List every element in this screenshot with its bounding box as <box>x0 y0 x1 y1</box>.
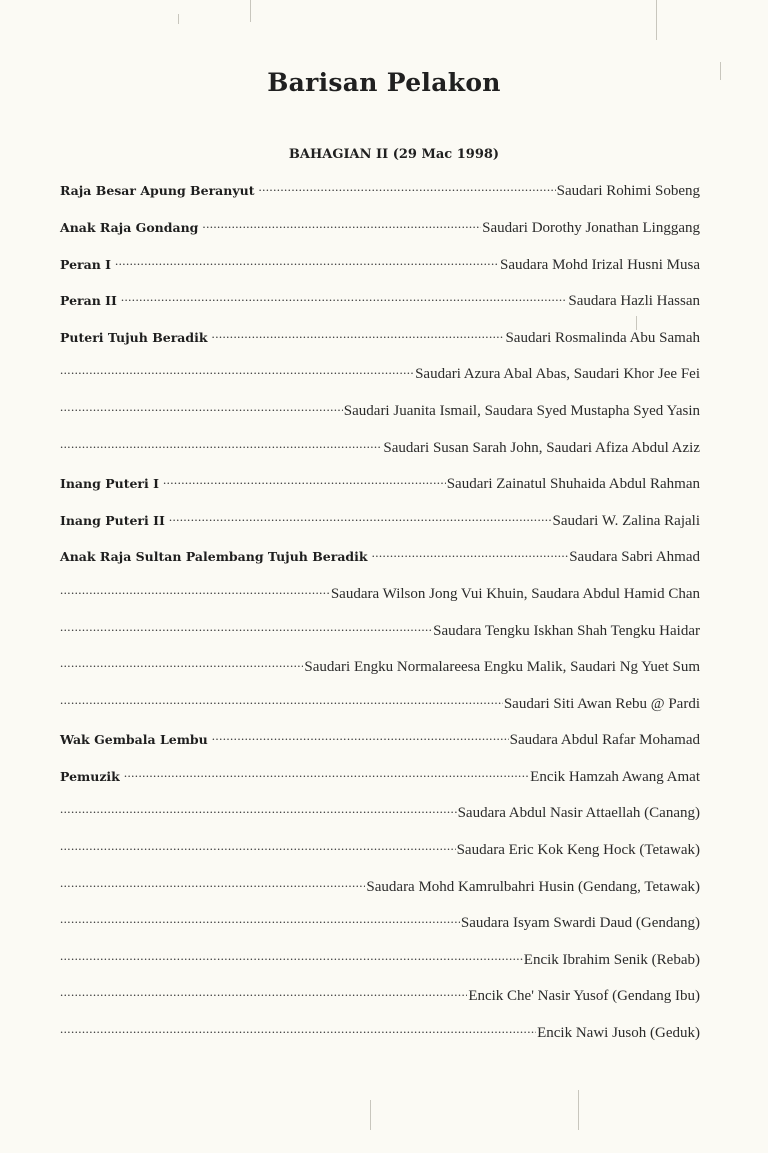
cast-row <box>60 1020 700 1057</box>
cast-row <box>60 690 700 727</box>
performer-name: Saudari Zainatul Shuhaida Abdul Rahman <box>446 476 700 493</box>
dot-leader <box>121 288 568 305</box>
role-label: Anak Raja Gondang <box>60 219 199 235</box>
dot-leader <box>60 910 460 927</box>
dot-leader <box>60 654 303 671</box>
cast-row <box>60 946 700 983</box>
role-label: Peran II <box>60 293 117 309</box>
dot-leader <box>372 544 569 561</box>
performer-name: Saudari Siti Awan Rebu @ Pardi <box>503 695 700 712</box>
section-heading: BAHAGIAN II (29 Mac 1998) <box>288 147 500 162</box>
dot-leader <box>60 617 432 634</box>
cast-row <box>60 471 700 508</box>
cast-row <box>60 507 700 544</box>
cast-row <box>60 324 700 361</box>
dot-leader <box>258 178 555 195</box>
role-label: Pemuzik <box>60 768 120 784</box>
performer-name: Saudari Engku Normalareesa Engku Malik, Saudari Ng Yuet Sum <box>304 659 700 676</box>
scan-artifact <box>370 1100 371 1130</box>
dot-leader <box>60 946 523 963</box>
scan-artifact <box>656 0 657 40</box>
performer-name: Saudara Tengku Iskhan Shah Tengku Haidar <box>433 622 700 639</box>
role-label: Anak Raja Sultan Palembang Tujuh Beradik <box>60 549 368 565</box>
role-label: Wak Gembala Lembu <box>60 732 208 748</box>
dot-leader <box>202 215 481 232</box>
performer-name: Saudari Rosmalinda Abu Samah <box>505 329 700 346</box>
cast-row <box>60 800 700 837</box>
dot-leader <box>60 873 365 890</box>
performer-name: Saudari Rohimi Sobeng <box>556 183 700 200</box>
scan-artifact <box>178 14 179 24</box>
page-title: Barisan Pelakon <box>267 68 501 97</box>
performer-name: Saudara Isyam Swardi Daud (Gendang) <box>460 915 700 932</box>
performer-name: Saudara Wilson Jong Vui Khuin, Saudara Abdul Hamid Chan <box>330 585 700 602</box>
dot-leader <box>212 727 509 744</box>
performer-name: Saudara Abdul Nasir Attaellah (Canang) <box>457 805 700 822</box>
cast-row <box>60 178 700 215</box>
cast-row <box>60 544 700 581</box>
performer-name: Encik Che' Nasir Yusof (Gendang Ibu) <box>468 988 700 1005</box>
cast-list <box>60 178 700 1056</box>
cast-row <box>60 654 700 691</box>
performer-name: Saudara Eric Kok Keng Hock (Tetawak) <box>456 842 700 859</box>
performer-name: Saudari Azura Abal Abas, Saudari Khor Jee Fei <box>415 366 700 383</box>
dot-leader <box>60 398 343 415</box>
performer-name: Encik Nawi Jusoh (Geduk) <box>537 1025 700 1042</box>
cast-row <box>60 398 700 435</box>
cast-row <box>60 434 700 471</box>
cast-row <box>60 727 700 764</box>
role-label: Puteri Tujuh Beradik <box>60 329 208 345</box>
cast-row <box>60 361 700 398</box>
cast-row <box>60 910 700 947</box>
dot-leader <box>60 434 382 451</box>
dot-leader <box>60 983 467 1000</box>
performer-name: Saudari Dorothy Jonathan Linggang <box>482 219 700 236</box>
scan-artifact <box>578 1090 579 1130</box>
performer-name: Saudari Susan Sarah John, Saudari Afiza Abdul Aziz <box>383 439 700 456</box>
performer-name: Encik Ibrahim Senik (Rebab) <box>523 951 700 968</box>
dot-leader <box>163 471 446 488</box>
dot-leader <box>60 361 414 378</box>
dot-leader <box>60 581 330 598</box>
dot-leader <box>60 1020 536 1037</box>
role-label: Raja Besar Apung Beranyut <box>60 183 255 199</box>
cast-row <box>60 581 700 618</box>
performer-name: Saudara Abdul Rafar Mohamad <box>509 732 700 749</box>
performer-name: Saudara Hazli Hassan <box>568 293 700 310</box>
cast-row <box>60 215 700 252</box>
performer-name: Saudari Juanita Ismail, Saudara Syed Mustapha Syed Yasin <box>343 402 700 419</box>
dot-leader <box>60 800 457 817</box>
cast-row <box>60 764 700 801</box>
dot-leader <box>60 837 456 854</box>
dot-leader <box>169 507 552 524</box>
cast-row <box>60 983 700 1020</box>
role-label: Inang Puteri II <box>60 512 165 528</box>
dot-leader <box>212 324 505 341</box>
role-label: Inang Puteri I <box>60 476 159 492</box>
performer-name: Saudari W. Zalina Rajali <box>552 512 700 529</box>
performer-name: Saudara Sabri Ahmad <box>569 549 700 566</box>
dot-leader <box>60 690 503 707</box>
scan-artifact <box>250 0 251 22</box>
cast-row <box>60 251 700 288</box>
dot-leader <box>115 251 499 268</box>
cast-row <box>60 837 700 874</box>
role-label: Peran I <box>60 256 111 272</box>
dot-leader <box>124 764 529 781</box>
cast-row <box>60 873 700 910</box>
performer-name: Saudara Mohd Kamrulbahri Husin (Gendang, Tetawak) <box>366 878 700 895</box>
performer-name: Saudara Mohd Irizal Husni Musa <box>500 256 700 273</box>
cast-row <box>60 617 700 654</box>
cast-row <box>60 288 700 325</box>
performer-name: Encik Hamzah Awang Amat <box>530 768 700 785</box>
